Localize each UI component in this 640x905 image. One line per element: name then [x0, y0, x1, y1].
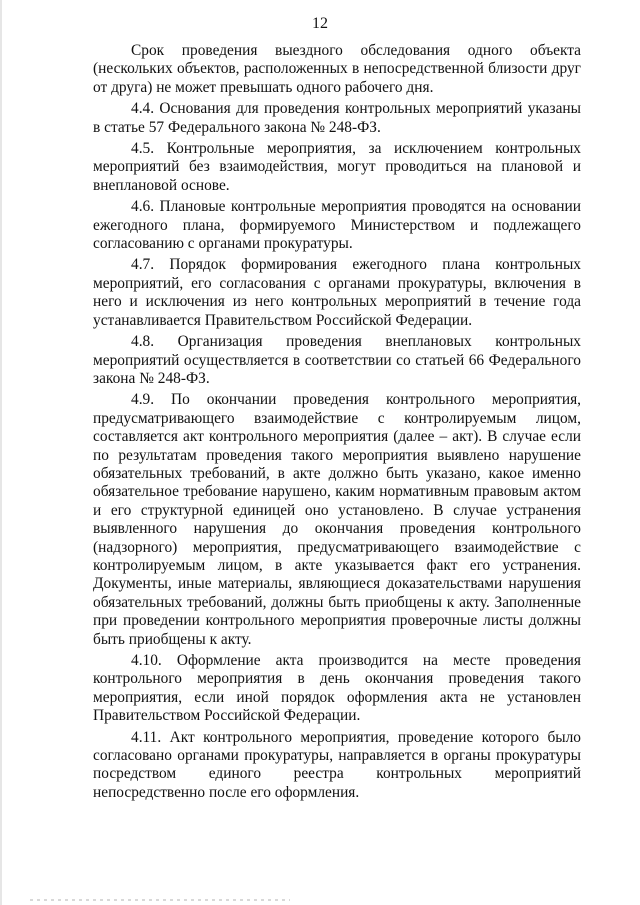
document-body: [93, 42, 581, 805]
scan-edge: [0, 0, 2, 905]
paragraph-4-10: 4.10. Оформление акта производится на месте проведения контрольного мероприятия в день окончания проведения такого мероприятия, если иной порядок оформления акта не установлен Правительством Российской Федерации.: [93, 652, 581, 725]
paragraph-4-7: 4.7. Порядок формирования ежегодного плана контрольных мероприятий, его согласования с органами прокуратуры, включения в него и исключения из него контрольных мероприятий в течение года устанавливается Правительством Российской Федерации.: [93, 256, 581, 329]
paragraph-4-6: 4.6. Плановые контрольные мероприятия проводятся на основании ежегодного плана, формируемого Министерством и подлежащего согласованию с органами прокуратуры.: [93, 198, 581, 253]
page-number: 12: [312, 15, 328, 32]
paragraph-4-8: 4.8. Организация проведения внеплановых контрольных мероприятий осуществляется в соответствии со статьей 66 Федерального закона № 248-ФЗ.: [93, 333, 581, 387]
paragraph-4-4: 4.4. Основания для проведения контрольных мероприятий указаны в статье 57 Федерального закона № 248-ФЗ.: [93, 100, 581, 136]
scan-artifact: [30, 899, 290, 901]
paragraph-4-5: 4.5. Контрольные мероприятия, за исключением контрольных мероприятий без взаимодействия, могут проводиться на плановой и внеплановой основе.: [93, 140, 581, 194]
paragraph-4-11: 4.11. Акт контрольного мероприятия, проведение которого было согласовано органами прокуратуры, направляется в органы прокуратуры посредством единого реестра контрольных мероприятий непосредственно после его оформления.: [93, 728, 581, 801]
paragraph-4-9: 4.9. По окончании проведения контрольного мероприятия, предусматривающего взаимодействие с контролируемым лицом, составляется акт контрольного мероприятия (далее – акт). В случае если по результатам проведения такого мероприятия выявлено нарушение обязательных требований, в акте должно быть указано, какое именно обязательное требование нарушено, каким нормативным правовым актом и его структурной единицей оно установлено. В случае устранения выявленного нарушения до окончания проведения контрольного (надзорного) мероприятия, предусматривающего взаимодействие с контролируемым лицом, в акте указывается факт его устранения. Документы, иные материалы, являющиеся доказательствами нарушения обязательных требований, должны быть приобщены к акту. Заполненные при проведении контрольного мероприятия проверочные листы должны быть приобщены к акту.: [93, 391, 581, 648]
paragraph-inspection-term: Срок проведения выездного обследования одного объекта (нескольких объектов, расположенных в непосредственной близости друг от друга) не может превышать одного рабочего дня.: [93, 42, 581, 96]
